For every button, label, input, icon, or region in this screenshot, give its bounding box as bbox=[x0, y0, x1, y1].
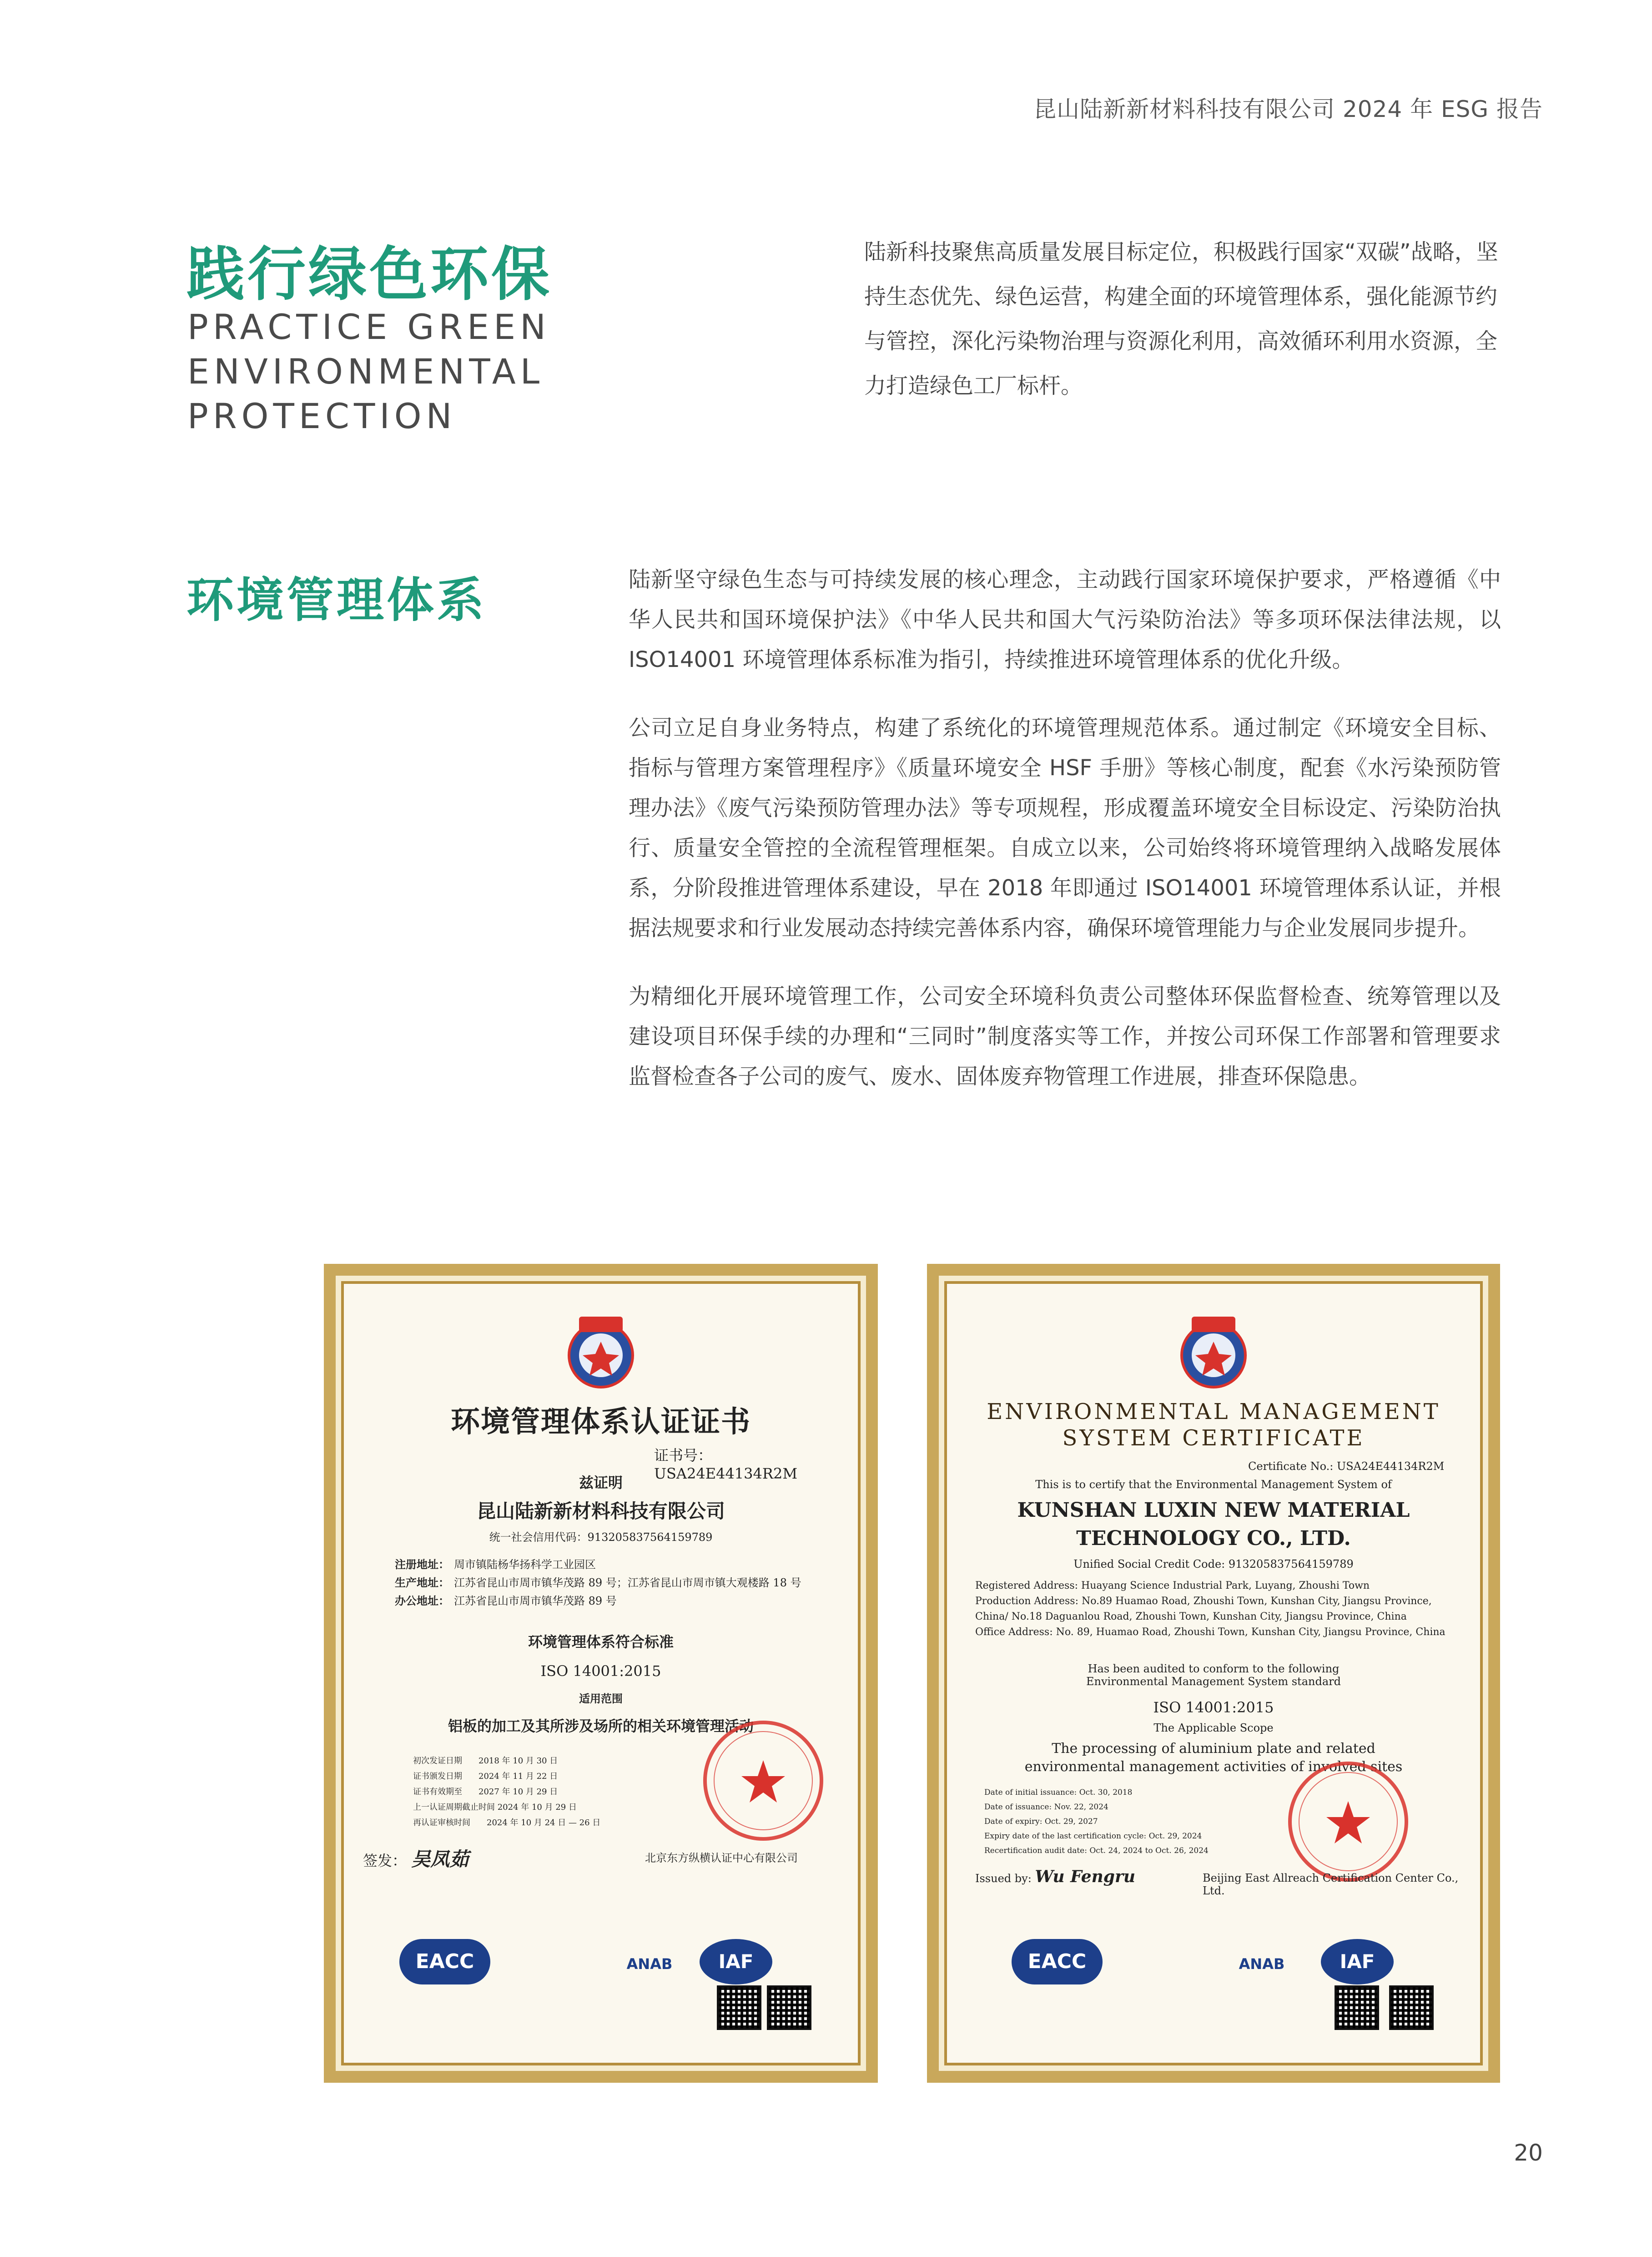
cert-standard: ISO 14001:2015 bbox=[540, 1662, 661, 1680]
section-title: 环境管理体系 bbox=[186, 572, 487, 628]
cert-reg-address: Registered Address: Huayang Science Industrial Park, Luyang, Zhoushi Town bbox=[975, 1580, 1370, 1591]
qr-code-icon bbox=[1389, 1985, 1434, 2030]
cert-date-line: Date of initial issuance: Oct. 30, 2018 bbox=[984, 1788, 1133, 1797]
cert-date-line: 上一认证周期截止时间 2024 年 10 月 29 日 bbox=[413, 1803, 577, 1812]
cert-issuer: 北京东方纵横认证中心有限公司 bbox=[645, 1852, 798, 1864]
prod-value: 江苏省昆山市周市镇华茂路 89 号；江苏省昆山市周市镇大观楼路 18 号 bbox=[454, 1576, 801, 1589]
cert-date-line: Date of expiry: Oct. 29, 2027 bbox=[984, 1817, 1098, 1826]
qr-code-icon bbox=[717, 1985, 761, 2030]
cert-date-line: 证书有效期至 2027 年 10 月 29 日 bbox=[413, 1787, 558, 1797]
qr-code-icon bbox=[767, 1985, 811, 2030]
chapter-title-en-line: PRACTICE GREEN bbox=[187, 307, 550, 347]
cert-prod-address: Production Address: No.89 Huamao Road, Zhoushi Town, Kunshan City, Jiangsu Province, China/ No.18 Daguanlou Road, Zhoushi Town, Kunshan City, Jiangsu Province, China bbox=[975, 1596, 1432, 1622]
cert-issuer: Beijing East Allreach Certification Center Co., Ltd. bbox=[1203, 1872, 1459, 1897]
cert-title: 环境管理体系认证证书 bbox=[451, 1405, 751, 1439]
cert-number: Certificate No.: USA24E44134R2M bbox=[1248, 1460, 1445, 1473]
sign-label: 签发： bbox=[363, 1852, 407, 1869]
cert-conform: 环境管理体系符合标准 bbox=[528, 1633, 674, 1651]
eacc-logo: EACC bbox=[1012, 1939, 1103, 1984]
page-number: 20 bbox=[1514, 2140, 1543, 2166]
certification-seal-icon bbox=[1284, 1758, 1412, 1885]
chapter-intro: 陆新科技聚焦高质量发展目标定位，积极践行国家“双碳”战略，坚持生态优先、绿色运营，构建全面的环境管理体系，强化能源节约与管控，深化污染物治理与资源化利用，高效循环利用水资源，全力打造绿色工厂标杆。 bbox=[864, 239, 1498, 399]
issued-by-label: Issued by: bbox=[975, 1872, 1032, 1885]
eacc-logo: EACC bbox=[399, 1939, 490, 1984]
cert-date-line: Expiry date of the last certification cycle: Oct. 29, 2024 bbox=[984, 1832, 1202, 1841]
cert-date-line: Recertification audit date: Oct. 24, 2024 to Oct. 26, 2024 bbox=[984, 1846, 1209, 1855]
qr-code-icon bbox=[1335, 1985, 1379, 2030]
cert-credit-code: 统一社会信用代码：91320583756415978​9 bbox=[489, 1531, 713, 1544]
reg-label: 注册地址： bbox=[395, 1558, 449, 1571]
chapter-title-en-line: PROTECTION bbox=[187, 396, 457, 436]
certificate-en bbox=[927, 1264, 1500, 2083]
office-label: 办公地址： bbox=[395, 1594, 449, 1607]
cert-scope-label: 适用范围 bbox=[579, 1692, 623, 1705]
cert-company: 昆山陆新新材料科技有限公司 bbox=[476, 1500, 725, 1522]
cert-title-line: ENVIRONMENTAL MANAGEMENT bbox=[987, 1399, 1440, 1424]
cert-date-line: 证书颁发日期 2024 年 11 月 22 日 bbox=[413, 1772, 558, 1781]
accreditation-logos bbox=[381, 1939, 821, 1989]
anab-logo: ANAB bbox=[626, 1955, 673, 1973]
signature: Wu Fengru bbox=[1035, 1867, 1136, 1886]
cert-addresses bbox=[975, 1578, 1452, 1640]
eacc-emblem-icon bbox=[1159, 1312, 1268, 1389]
cert-date-line: Date of issuance: Nov. 22, 2024 bbox=[984, 1803, 1108, 1812]
cert-title-line: SYSTEM CERTIFICATE bbox=[1062, 1425, 1365, 1451]
prod-label: 生产地址： bbox=[395, 1576, 449, 1589]
cert-date-line: 初次发证日期 2018 年 10 月 30 日 bbox=[413, 1756, 558, 1766]
cert-company-line: TECHNOLOGY CO., LTD. bbox=[1076, 1527, 1351, 1550]
cert-prod-address bbox=[395, 1574, 839, 1590]
certificate-cn bbox=[324, 1264, 878, 2083]
eacc-emblem-icon bbox=[546, 1312, 655, 1389]
cert-conform: Has been audited to conform to the following Environmental Management System standard bbox=[1086, 1662, 1341, 1688]
cert-date-line: 再认证审核时间 2024 年 10 月 24 日 — 26 日 bbox=[413, 1818, 601, 1828]
cert-company-line: KUNSHAN LUXIN NEW MATERIAL bbox=[1017, 1499, 1410, 1522]
cert-scope: 铝板的加工及其所涉及场所的相关环境管理活动 bbox=[448, 1717, 754, 1735]
accreditation-logos bbox=[984, 1939, 1443, 1989]
cert-reg-address bbox=[395, 1555, 839, 1571]
chapter-title-cn: 践行绿色环保 bbox=[186, 241, 553, 308]
cert-certify: This is to certify that the Environmental Management System of bbox=[1035, 1478, 1392, 1491]
cert-company bbox=[966, 1496, 1461, 1553]
cert-credit-code: Unified Social Credit Code: 91320583756415978​9 bbox=[1073, 1558, 1354, 1570]
chapter-title-en bbox=[187, 305, 550, 439]
cert-office-address bbox=[395, 1592, 839, 1608]
cert-certify: 兹证明 bbox=[579, 1474, 623, 1491]
certification-seal-icon bbox=[700, 1717, 827, 1844]
cert-standard: ISO 14001:2015 bbox=[1153, 1699, 1274, 1716]
report-header: 昆山陆新新材料科技有限公司 2024 年 ESG 报告 bbox=[1033, 96, 1543, 122]
chapter-title-en-line: ENVIRONMENTAL bbox=[187, 351, 544, 392]
section-body bbox=[629, 560, 1501, 1125]
cert-scope-label: The Applicable Scope bbox=[1153, 1722, 1274, 1734]
iaf-logo: IAF bbox=[700, 1939, 772, 1984]
anab-logo: ANAB bbox=[1239, 1955, 1285, 1973]
iaf-logo: IAF bbox=[1321, 1939, 1394, 1984]
section-paragraph: 公司立足自身业务特点，构建了系统化的环境管理规范体系。通过制定《环境安全目标、指标与管理方案管理程序》《质量环境安全 HSF 手册》等核心制度，配套《水污染预防管理办法》《废气污染预防管理办法》等专项规程，形成覆盖环境安全目标设定、污染防治执行、质量安全管控的全流程管理框架。自成立以来，公司始终将环境管理纳入战略发展体系，分阶段推进管理体系建设，早在 2018 年即通过 ISO14001 环境管理体系认证，并根据法规要求和行业发展动态持续完善体系内容，确保环境管理能力与企业发展同步提升。 bbox=[629, 715, 1501, 941]
cert-number: 证书号：USA24E44134R2M bbox=[654, 1447, 798, 1482]
reg-value: 周市镇陆杨华扬科学工业园区 bbox=[454, 1558, 596, 1571]
cert-scope: The processing of aluminium plate and related environmental management activities of involved sites bbox=[1024, 1741, 1403, 1775]
section-paragraph: 为精细化开展环境管理工作，公司安全环境科负责公司整体环保监督检查、统筹管理以及建设项目环保手续的办理和“三同时”制度落实等工作，并按公司环保工作部署和管理要求监督检查各子公司的废气、废水、固体废弃物管理工作进展，排查环保隐患。 bbox=[629, 984, 1501, 1089]
cert-office-address: Office Address: No. 89, Huamao Road, Zhoushi Town, Kunshan City, Jiangsu Province, China bbox=[975, 1626, 1446, 1638]
office-value: 江苏省昆山市周市镇华茂路 89 号 bbox=[454, 1595, 617, 1607]
section-paragraph: 陆新坚守绿色生态与可持续发展的核心理念，主动践行国家环境保护要求，严格遵循《中华人民共和国环境保护法》《中华人民共和国大气污染防治法》等多项环保法律法规，以 ISO14001 环境管理体系标准为指引，持续推进环境管理体系的优化升级。 bbox=[629, 567, 1501, 672]
cert-title-en bbox=[966, 1399, 1461, 1451]
signature: 吴凤茹 bbox=[411, 1848, 469, 1870]
